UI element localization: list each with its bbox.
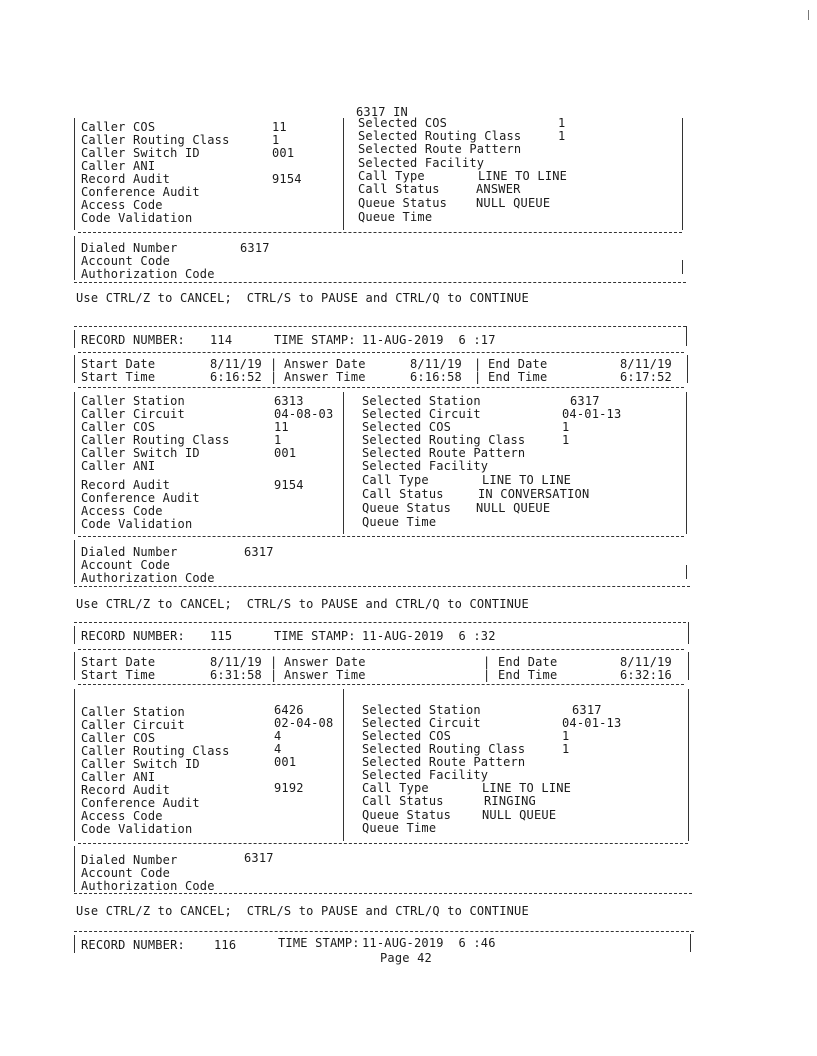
field-label: Selected Route Pattern [362,446,526,460]
answer-date: 8/11/19 [410,357,462,371]
field-label: Caller Station [81,394,185,408]
field-label: Call Type [362,473,429,487]
field-label: Caller COS [81,120,156,134]
field-label: Selected Routing Class [358,129,522,143]
field-label: Code Validation [81,517,193,531]
answer-time-label: Answer Time [284,370,366,384]
time-stamp-label: TIME STAMP: [278,936,360,950]
field-label: Selected Routing Class [362,433,526,447]
separator: | [270,655,278,669]
start-time: 6:16:52 [210,370,262,384]
field-value: 6317 [572,703,602,717]
dialed-number-value: 6317 [244,851,274,865]
divider [78,684,684,685]
field-label: Conference Audit [81,491,200,505]
center-divider [343,689,344,841]
time-stamp: 11-AUG-2019 6 :46 [362,936,496,950]
field-label: Caller Routing Class [81,433,230,447]
left-border [74,540,75,584]
record-number-label: RECORD NUMBER: [81,333,185,347]
record-number-label: RECORD NUMBER: [81,938,185,952]
divider [74,326,686,327]
field-label: Selected Station [362,703,481,717]
separator: | [270,668,278,682]
right-border [688,622,689,644]
start-date: 8/11/19 [210,655,262,669]
field-label: Access Code [81,809,163,823]
divider [78,649,684,650]
dialed-number-value: 6317 [240,241,270,255]
field-value: 001 [274,755,297,769]
divider [74,893,692,894]
separator: | [270,357,278,371]
separator: | [483,668,491,682]
field-value: 1 [558,129,566,143]
field-label: Call Type [362,781,429,795]
right-border [686,565,687,579]
field-label: Selected Circuit [362,716,481,730]
leading-text: 6317 IN [356,105,408,119]
field-label: Queue Status [358,196,448,210]
page-number: Page 42 [380,951,432,965]
field-label: Access Code [81,504,163,518]
field-label: Caller ANI [81,159,156,173]
right-border [688,652,689,680]
record-number: 114 [210,333,233,347]
separator: | [483,655,491,669]
field-label: Selected COS [362,729,452,743]
field-label: Caller ANI [81,459,156,473]
field-label: Selected Facility [362,768,489,782]
left-border [74,846,75,892]
field-value: 6313 [274,394,304,408]
field-value: 4 [274,742,282,756]
left-border [74,355,75,383]
end-time: 6:32:16 [620,668,672,682]
field-label: Call Status [358,182,440,196]
field-label: Conference Audit [81,185,200,199]
field-value: 9192 [274,781,304,795]
left-border [74,935,75,953]
field-label: Queue Status [362,501,452,515]
start-date-label: Start Date [81,655,156,669]
field-value: 04-01-13 [562,716,622,730]
record-number: 116 [214,938,237,952]
separator: | [474,370,482,384]
dialed-number-value: 6317 [244,545,274,559]
start-time: 6:31:58 [210,668,262,682]
field-label: Access Code [81,198,163,212]
field-value: 6426 [274,703,304,717]
field-label: Queue Status [362,808,452,822]
account-code-label: Account Code [81,254,171,268]
instruction-text: Use CTRL/Z to CANCEL; CTRL/S to PAUSE and CTRL/Q to CONTINUE [76,904,529,918]
right-border [686,392,687,534]
dialed-number-label: Dialed Number [81,545,178,559]
divider [74,931,694,932]
time-stamp: 11-AUG-2019 6 :17 [362,333,496,347]
field-label: Record Audit [81,172,171,186]
time-stamp: 11-AUG-2019 6 :32 [362,629,496,643]
field-label: Selected COS [358,116,448,130]
answer-date-label: Answer Date [284,357,366,371]
field-value: 11 [274,420,289,434]
field-value: NULL QUEUE [476,196,551,210]
field-label: Queue Time [358,210,433,224]
field-value: RINGING [484,794,536,808]
scan-mark [808,10,809,20]
divider [78,843,688,844]
divider [78,387,684,388]
dialed-number-label: Dialed Number [81,241,178,255]
field-label: Caller Circuit [81,407,185,421]
field-value: NULL QUEUE [476,501,551,515]
account-code-label: Account Code [81,866,171,880]
field-value: 9154 [274,478,304,492]
field-label: Selected Facility [358,156,485,170]
field-value: 1 [272,133,280,147]
field-value: IN CONVERSATION [478,487,590,501]
field-label: Caller COS [81,731,156,745]
field-label: Selected Circuit [362,407,481,421]
time-stamp-label: TIME STAMP: [274,333,356,347]
field-label: Code Validation [81,822,193,836]
field-label: Caller COS [81,420,156,434]
start-time-label: Start Time [81,370,156,384]
divider [74,282,686,283]
field-value: 001 [272,146,295,160]
field-value: LINE TO LINE [478,169,568,183]
field-label: Caller ANI [81,770,156,784]
authorization-code-label: Authorization Code [81,571,215,585]
field-label: Record Audit [81,783,171,797]
left-border [74,689,75,841]
answer-date-label: Answer Date [284,655,366,669]
field-value: 04-01-13 [562,407,622,421]
authorization-code-label: Authorization Code [81,267,215,281]
field-value: 4 [274,729,282,743]
field-value: 02-04-08 [274,716,334,730]
field-label: Conference Audit [81,796,200,810]
divider [74,586,690,587]
answer-time-label: Answer Time [284,668,366,682]
field-value: 1 [562,742,570,756]
field-value: 1 [562,433,570,447]
field-label: Queue Time [362,821,437,835]
field-label: Call Type [358,169,425,183]
field-value: 1 [274,433,282,447]
end-time: 6:17:52 [620,370,672,384]
start-time-label: Start Time [81,668,156,682]
field-label: Selected Route Pattern [358,142,522,156]
field-value: 9154 [272,172,302,186]
account-code-label: Account Code [81,558,171,572]
start-date-label: Start Date [81,357,156,371]
divider [78,352,684,353]
divider [78,232,682,233]
time-stamp-label: TIME STAMP: [274,629,356,643]
field-label: Selected Facility [362,459,489,473]
field-label: Selected Station [362,394,481,408]
right-border [686,326,687,346]
field-label: Code Validation [81,211,193,225]
instruction-text: Use CTRL/Z to CANCEL; CTRL/S to PAUSE and CTRL/Q to CONTINUE [76,597,529,611]
field-label: Record Audit [81,478,171,492]
authorization-code-label: Authorization Code [81,879,215,893]
field-value: 04-08-03 [274,407,334,421]
left-border [74,330,75,348]
field-label: Selected Routing Class [362,742,526,756]
field-value: ANSWER [476,182,521,196]
separator: | [474,357,482,371]
left-border [74,626,75,644]
field-value: 1 [558,116,566,130]
field-value: 1 [562,729,570,743]
start-date: 8/11/19 [210,357,262,371]
separator: | [270,370,278,384]
field-value: LINE TO LINE [482,473,572,487]
right-border [682,260,683,274]
end-date: 8/11/19 [620,655,672,669]
right-border [682,118,683,230]
dialed-number-label: Dialed Number [81,853,178,867]
divider [78,536,684,537]
center-divider [343,118,344,230]
left-border [74,236,75,280]
instruction-text: Use CTRL/Z to CANCEL; CTRL/S to PAUSE and CTRL/Q to CONTINUE [76,291,529,305]
field-label: Caller Routing Class [81,133,230,147]
field-label: Call Status [362,794,444,808]
field-value: LINE TO LINE [482,781,572,795]
left-border [74,118,75,230]
left-border [74,392,75,534]
record-number: 115 [210,629,233,643]
record-number-label: RECORD NUMBER: [81,629,185,643]
field-label: Queue Time [362,515,437,529]
field-label: Caller Circuit [81,718,185,732]
end-date-label: End Date [488,357,548,371]
right-border [690,934,691,952]
field-label: Selected Route Pattern [362,755,526,769]
end-time-label: End Time [488,370,548,384]
end-date-label: End Date [498,655,558,669]
center-divider [343,392,344,534]
field-label: Caller Switch ID [81,446,200,460]
left-border [74,652,75,680]
field-label: Caller Switch ID [81,757,200,771]
divider [74,622,686,623]
field-value: 001 [274,446,297,460]
field-value: NULL QUEUE [482,808,557,822]
field-value: 1 [562,420,570,434]
field-label: Caller Station [81,705,185,719]
field-value: 6317 [570,394,600,408]
end-time-label: End Time [498,668,558,682]
field-label: Call Status [362,487,444,501]
right-border [688,689,689,841]
field-label: Selected COS [362,420,452,434]
field-label: Caller Routing Class [81,744,230,758]
answer-time: 6:16:58 [410,370,462,384]
end-date: 8/11/19 [620,357,672,371]
right-border [687,355,688,383]
field-value: 11 [272,120,287,134]
field-label: Caller Switch ID [81,146,200,160]
